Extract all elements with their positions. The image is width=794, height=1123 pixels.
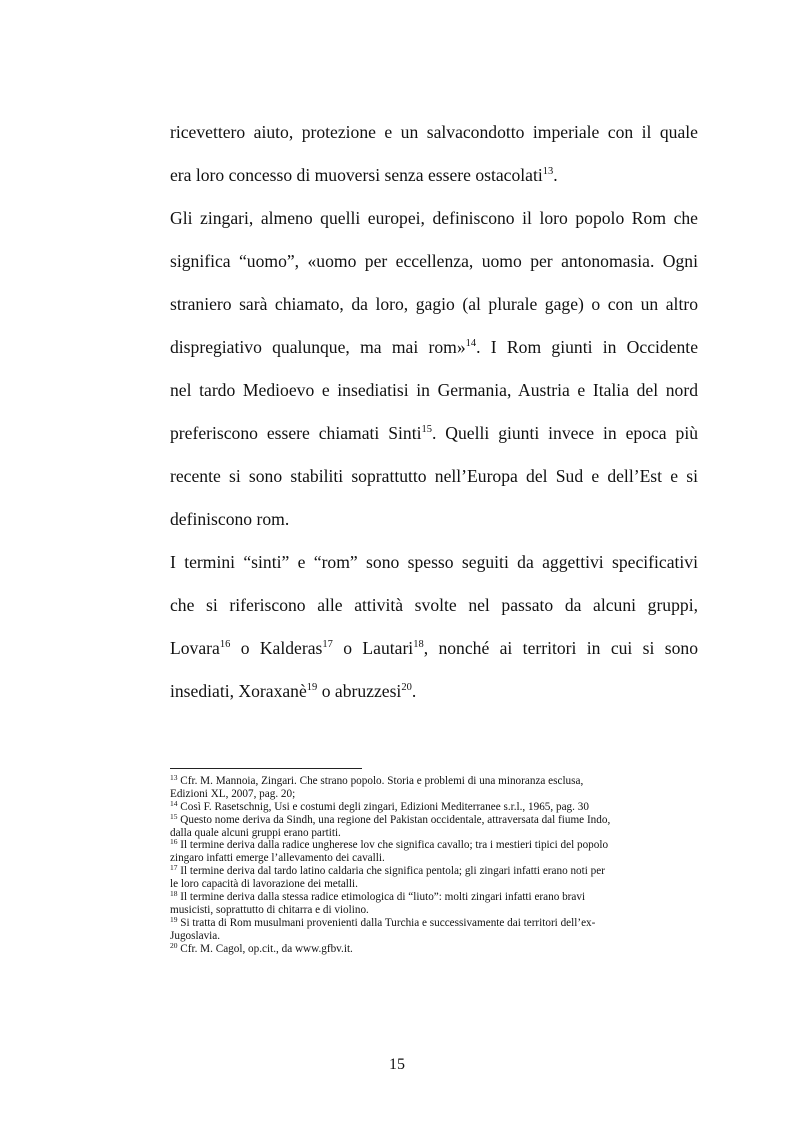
text-segment: . [553,165,558,185]
text-line [170,154,698,197]
footnote-text: Cfr. M. Mannoia, Zingari. Che strano popolo. Storia e problemi di una minoranza esclusa, [177,775,584,787]
footnote-text: Il termine deriva dal tardo latino caldaria che significa pentola; gli zingari infatti erano noti per [177,865,605,878]
body-text [170,111,698,713]
text-line: recente si sono stabiliti soprattutto nell’Europa del Sud e dell’Est e si [170,466,698,486]
text-segment: . I Rom giunti in Occidente [476,337,698,357]
text-line: straniero sarà chiamato, da loro, gagio (al plurale gage) o con un altro [170,294,698,314]
footnote-line: musicisti, soprattutto di chitarra e di violino. [170,903,369,916]
text-line: ricevettero aiuto, protezione e un salvacondotto imperiale con il quale [170,122,698,142]
footnote-ref[interactable]: 13 [542,166,554,177]
footnote-separator [170,768,362,769]
text-segment: era loro concesso di muoversi senza essere ostacolati [170,165,543,185]
footnote-line [170,775,698,788]
footnote-line: le loro capacità di lavorazione dei metalli. [170,878,358,891]
footnote-line: Edizioni XL, 2007, pag. 20; [170,787,296,800]
text-segment: , nonché ai territori in cui si sono [423,638,699,658]
text-segment: insediati, Xoraxanè [170,681,307,701]
text-segment: Lovara [170,638,220,658]
footnote-line [170,891,698,904]
footnote-line [170,865,698,878]
footnote-ref[interactable]: 14 [465,338,477,349]
footnote-ref[interactable]: 18 [413,639,424,650]
footnote-number: 13 [170,773,178,782]
footnote-text: Si tratta di Rom musulmani provenienti dalla Turchia e successivamente dai territori dell’ex- [177,916,596,929]
text-segment: o abruzzesi [317,681,402,701]
footnote-line [170,798,698,814]
footnote-line [170,811,698,827]
footnote-ref[interactable]: 16 [219,639,231,650]
footnote-number: 17 [170,863,178,873]
footnote-line: dalla quale alcuni gruppi erano partiti. [170,826,341,839]
text-line: nel tardo Medioevo e insediatisi in Germania, Austria e Italia del nord [170,380,698,400]
text-segment: o Kalderas [230,638,323,658]
text-line [170,627,698,670]
text-segment: o Lautari [332,638,414,658]
footnote-line: zingaro infatti emerge l’allevamento dei cavalli. [170,852,385,865]
footnote-line: Jugoslavia. [170,929,221,942]
footnote-text: Così F. Rasetschnig, Usi e costumi degli zingari, Edizioni Mediterranee s.r.l., 1965, pag. 30 [177,800,589,813]
footnotes [170,775,698,955]
text-line: Gli zingari, almeno quelli europei, definiscono il loro popolo Rom che [170,208,698,228]
page-number: 15 [389,1056,405,1073]
text-line: significa “uomo”, «uomo per eccellenza, uomo per antonomasia. Ogni [170,251,698,271]
text-segment: dispregiativo qualunque, ma mai rom» [170,337,466,357]
footnote-number: 19 [170,914,178,924]
footnote-text: Questo nome deriva da Sindh, una regione del Pakistan occidentale, attraversata dal fiume Indo, [177,813,611,826]
footnote-ref[interactable]: 20 [401,682,412,693]
text-segment: . Quelli giunti invece in epoca più [431,423,699,443]
text-line [170,326,698,369]
footnote-ref[interactable]: 17 [322,639,333,650]
footnote-ref[interactable]: 15 [421,424,432,435]
footnote-number: 16 [170,837,178,847]
text-line: che si riferiscono alle attività svolte nel passato da alcuni gruppi, [170,595,698,615]
footnote-number: 15 [170,811,178,821]
footnote-line [170,940,698,956]
footnote-line [170,914,698,930]
footnote-number: 14 [170,798,178,808]
text-segment: preferiscono essere chiamati Sinti [170,423,422,443]
footnote-number: 20 [170,940,178,950]
footnote-line [170,839,698,852]
footnote-text: Cfr. M. Cagol, op.cit., da www.gfbv.it. [177,942,353,955]
footnote-text: Il termine deriva dalla stessa radice etimologica di “liuto”: molti zingari infatti erano bravi [177,891,586,904]
text-line [170,412,698,455]
text-segment: . [411,681,417,701]
text-line: I termini “sinti” e “rom” sono spesso seguiti da aggettivi specificativi [170,552,698,572]
footnote-text: Il termine deriva dalla radice ungherese lov che significa cavallo; tra i mestieri tipici del popolo [177,839,609,852]
text-line: definiscono rom. [170,509,290,529]
text-line [170,670,698,713]
footnote-ref[interactable]: 19 [306,682,318,693]
footnote-number: 18 [170,889,178,899]
